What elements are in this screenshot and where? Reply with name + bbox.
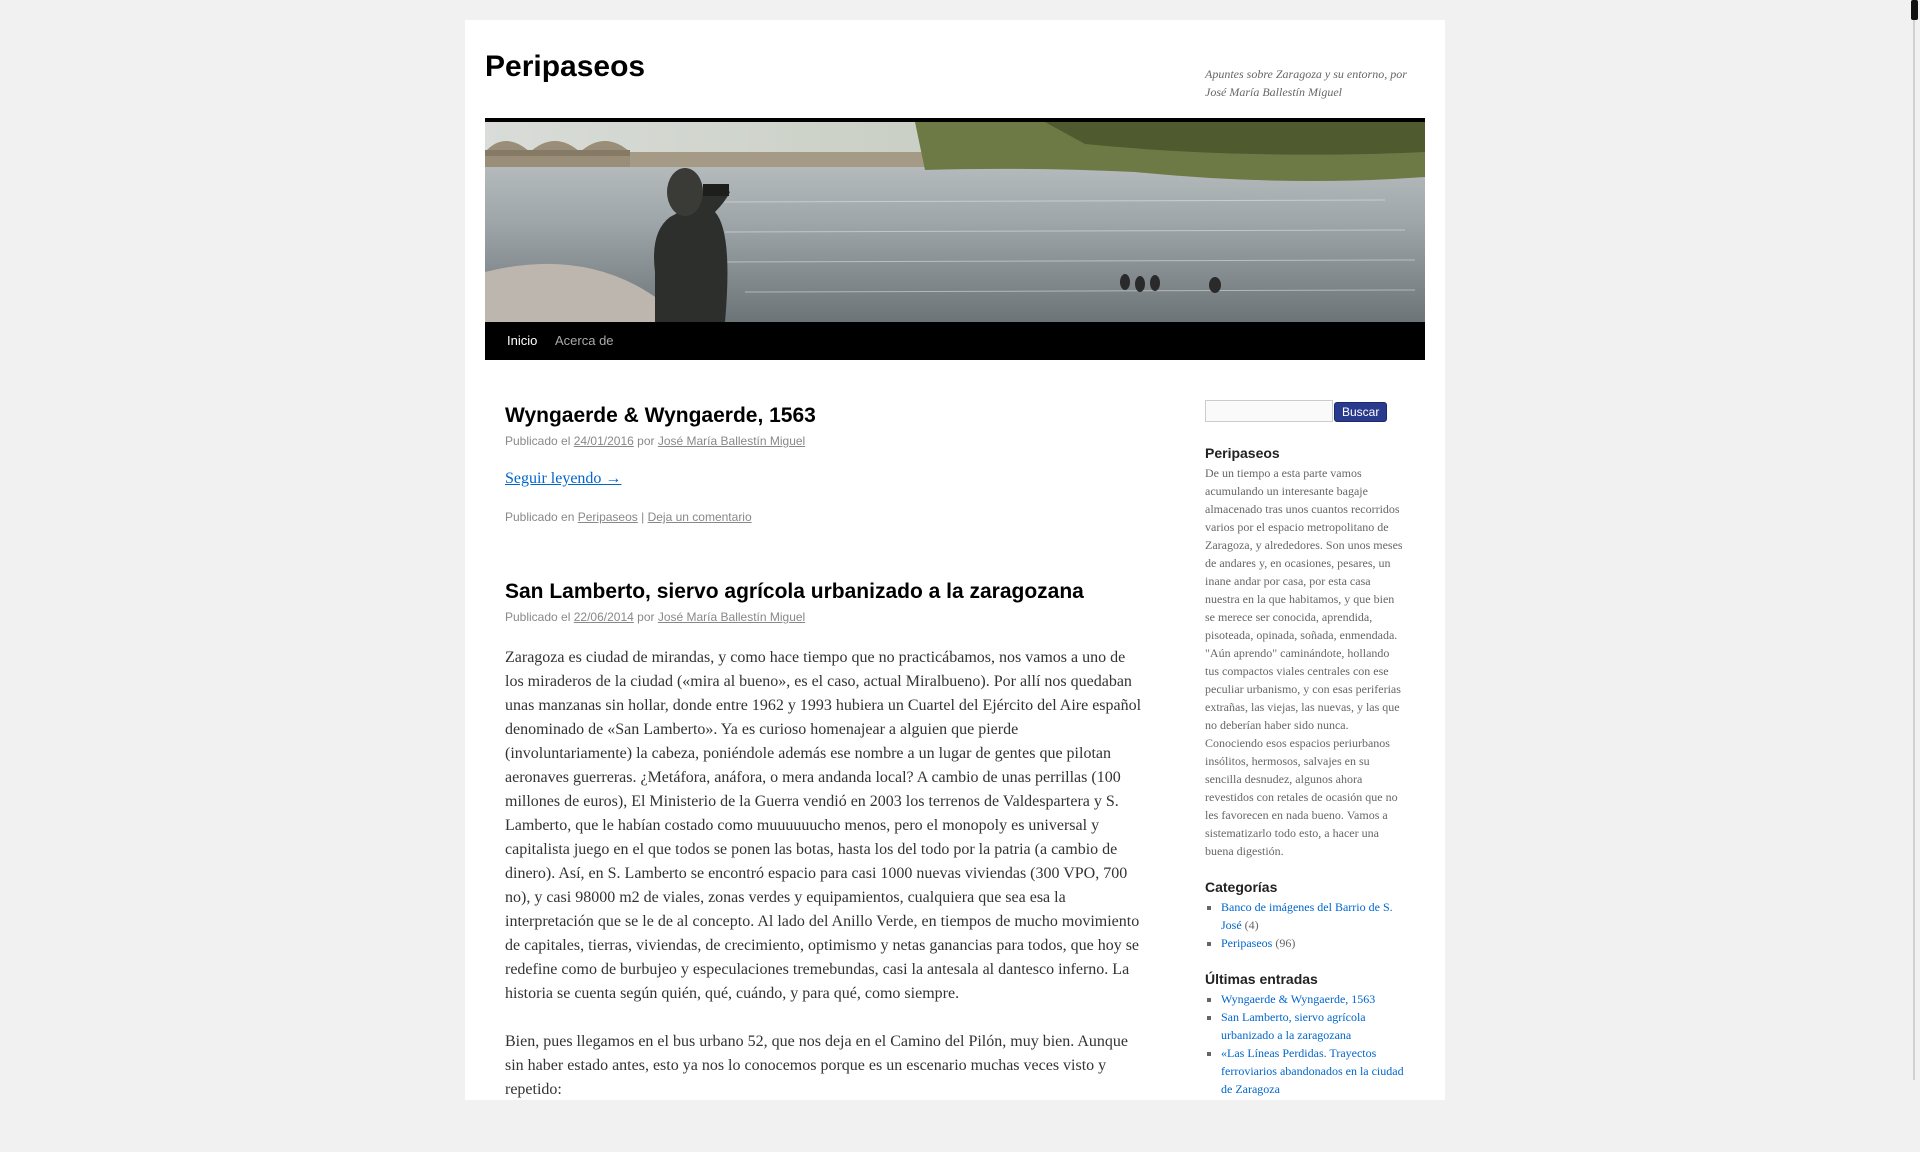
about-widget-title: Peripaseos [1205, 445, 1280, 461]
post-san-lamberto [505, 576, 1145, 1102]
recent-post-item [1221, 990, 1405, 1008]
content-area [505, 400, 1145, 1152]
meta-prefix: Publicado el [505, 610, 571, 624]
search-form [1205, 400, 1405, 426]
post-date-link[interactable]: 24/01/2016 [573, 434, 634, 448]
page-wrapper [465, 20, 1445, 1100]
post-wyngaerde [505, 400, 1145, 526]
post-meta [505, 432, 1145, 450]
search-button[interactable]: Buscar [1334, 402, 1387, 422]
post-meta [505, 608, 1145, 626]
site-title[interactable]: Peripaseos [485, 50, 646, 83]
meta-prefix: Publicado el [505, 434, 571, 448]
main-navigation [485, 322, 1425, 360]
post-content [505, 646, 1145, 1102]
search-input[interactable] [1205, 400, 1333, 422]
post-paragraph: Zaragoza es ciudad de mirandas, y como hace tiempo que no practicábamos, nos vamos a uno de los miraderos de la ciudad («mira al bueno», es el caso, actual Miralbueno). Por allí nos quedaban unas manzanas sin hollar, donde entre 1962 y 1993 hubiera un Cuartel del Ejército del Aire español denominado de «San Lamberto». Ya es curioso homenajear a alguien que pierde (involuntariamente) la cabeza, poniéndole además ese nombre a un lugar de gentes que pilotan aeronaves guerreras. ¿Metáfora, anáfora, o mera andanda local? A cambio de unas perrillas (100 millones de euros), El Ministerio de la Guerra vendió en 2003 los terrenos de Valdespartera y S. Lamberto, que le habían costado como muuuuuucho menos, pero el monopoly es universal y capitalista juego en el que todos se ponen las botas, hasta los del todo por la patria (a cambio de dinero). Así, en S. Lamberto se encontró espacio para casi 1000 nuevas viviendas (300 VPO, 700 no), y casi 98000 m2 de viales, zonas verdes y equipamientos, cualquiera que sea esa la interpretación que se le de al concepto. Al lado del Anillo Verde, en tiempos de mucho movimiento de capitales, tierras, viviendas, de crecimiento, optimismo y netas ganancias para todos, que hoy se redefine como de burbujeo y especulaciones tremebundas, casi la antesala al dantesco inferno. La historia se cuenta según quién, qué, cuándo, y para qué, como siempre. [505, 649, 1142, 1002]
category-count: (4) [1244, 918, 1259, 932]
header-image [485, 118, 1425, 326]
category-link[interactable]: Peripaseos [1221, 936, 1273, 950]
post-date-link[interactable]: 22/06/2014 [573, 610, 634, 624]
category-item [1221, 898, 1405, 934]
categories-widget-title: Categorías [1205, 879, 1278, 895]
post-author-link[interactable]: José María Ballestín Miguel [657, 434, 806, 448]
sidebar [1205, 400, 1405, 1098]
meta-by: por [637, 610, 655, 624]
post-paragraph: Bien, pues llegamos en el bus urbano 52, que nos deja en el Camino del Pilón, muy bien. Aunque sin haber estado antes, esto ya nos lo conocemos porque es un escenario muchas veces visto y repetido: [505, 1033, 1129, 1098]
recent-posts-list [1205, 990, 1405, 1098]
categories-list [1205, 898, 1405, 952]
site-description: Apuntes sobre Zaragoza y su entorno, por José María Ballestín Miguel [1205, 67, 1407, 99]
meta-by: por [637, 434, 655, 448]
utility-prefix: Publicado en [505, 510, 575, 524]
category-item [1221, 934, 1405, 952]
utility-separator: | [641, 510, 645, 524]
post-author-link[interactable]: José María Ballestín Miguel [657, 610, 806, 624]
categories-widget [1205, 878, 1405, 952]
recent-post-item [1221, 1008, 1405, 1044]
scrollbar-thumb[interactable] [1911, 0, 1918, 20]
recent-post-item [1221, 1044, 1405, 1098]
read-more-link[interactable]: Seguir leyendo → [505, 470, 622, 487]
post-title[interactable]: San Lamberto, siervo agrícola urbanizado a la zaragozana [505, 580, 1084, 603]
comment-link[interactable]: Deja un comentario [647, 510, 752, 524]
recent-post-link[interactable]: «Las Líneas Perdidas. Trayectos ferroviarios abandonados en la ciudad de Zaragoza [1221, 1046, 1404, 1096]
category-count: (96) [1275, 936, 1296, 950]
scrollbar-track[interactable] [1913, 20, 1915, 1080]
nav-item-inicio[interactable]: Inicio [507, 333, 538, 348]
recent-post-link[interactable]: San Lamberto, siervo agrícola urbanizado a la zaragozana [1221, 1010, 1366, 1042]
post-title[interactable]: Wyngaerde & Wyngaerde, 1563 [505, 404, 816, 427]
about-widget [1205, 444, 1405, 860]
post-category-link[interactable]: Peripaseos [577, 510, 638, 524]
recent-post-link[interactable]: Wyngaerde & Wyngaerde, 1563 [1221, 992, 1376, 1006]
about-widget-text: De un tiempo a esta parte vamos acumulando un interesante bagaje almacenado tras unos cuantos recorridos varios por el espacio metropolitano de Zaragoza, y alrededores. Son unos meses de andares y, en ocasiones, pesares, un inane andar por casa, por esta casa nuestra en la que habitamos, y que bien se merece ser conocida, aprendida, pisoteada, opinada, soñada, enmendada. "Aún aprendo" caminándote, hollando tus compactos viales centrales con ese peculiar urbanismo, y con esas periferias extrañas, las viejas, las nuevas, y las que no deberían haber sido nunca. Conociendo esos espacios periurbanos insólitos, hermosos, salvajes en su sencilla desnudez, algunos ahora revestidos con retales de ocasión que no les favorecen en nada bueno. Vamos a sistematizarlo todo esto, a hacer una buena digestión. [1205, 466, 1403, 858]
post-utility [505, 508, 1145, 526]
category-link[interactable]: Banco de imágenes del Barrio de S. José [1221, 900, 1393, 932]
recent-posts-title: Últimas entradas [1205, 971, 1318, 987]
recent-posts-widget [1205, 970, 1405, 1098]
nav-item-acerca-de[interactable]: Acerca de [555, 333, 614, 348]
river-photo [485, 122, 1425, 322]
